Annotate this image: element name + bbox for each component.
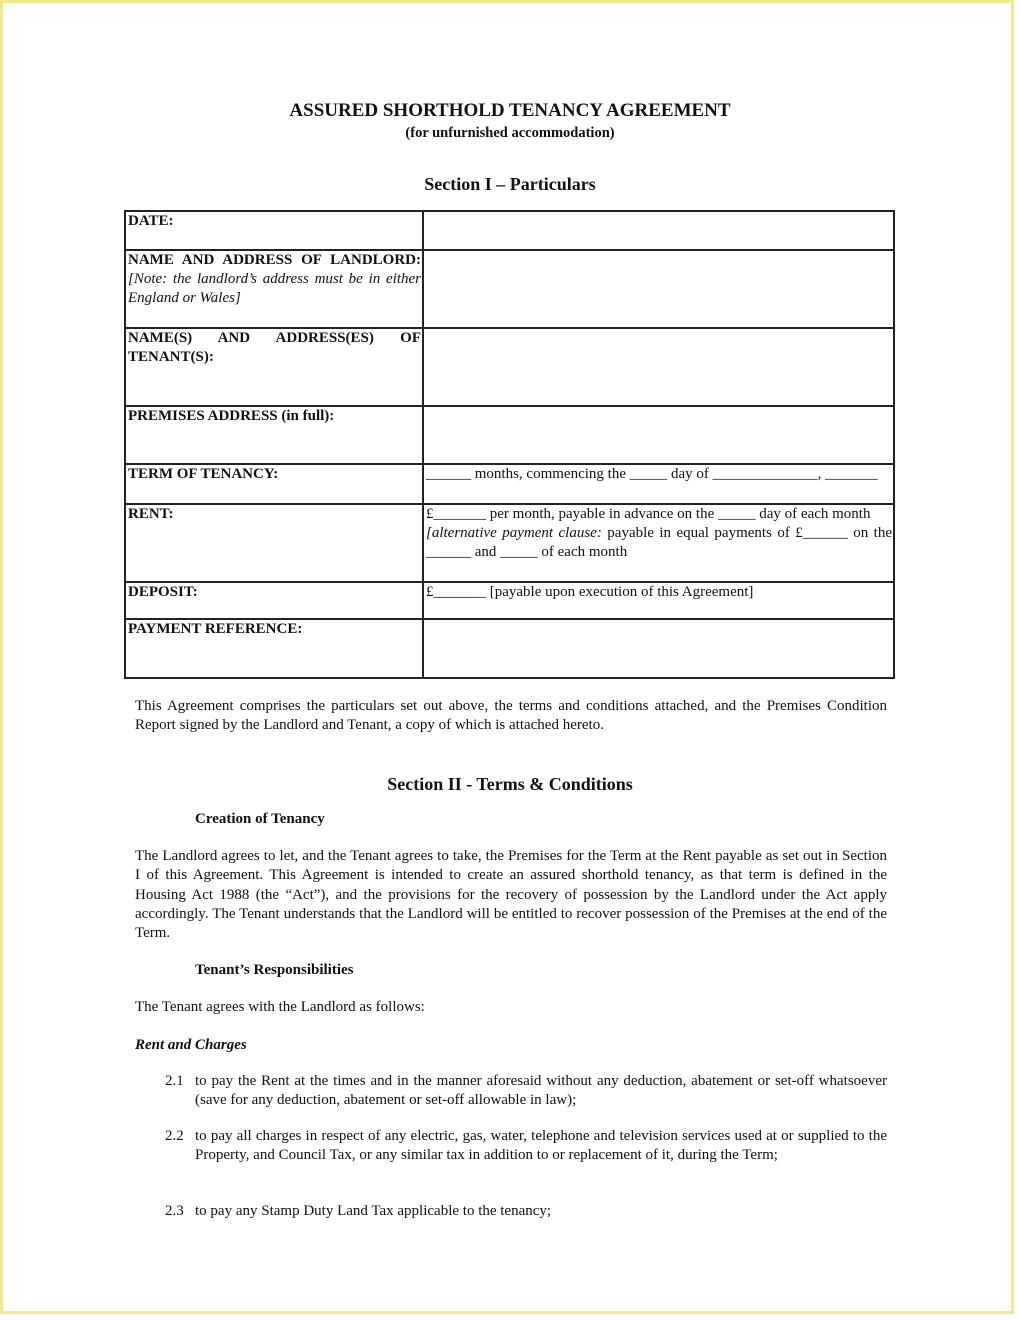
clause-2-1 (165, 1072, 887, 1111)
document-title: ASSURED SHORTHOLD TENANCY AGREEMENT (289, 100, 731, 121)
responsibilities-intro: The Tenant agrees with the Landlord as follows: (135, 999, 425, 1015)
rent-alt-rest: payable in equal payments of £______ on the ______ and _____ of each month (426, 525, 892, 560)
value-tenants[interactable] (423, 328, 894, 406)
value-deposit: £_______ [payable upon execution of this Agreement] (423, 582, 894, 619)
clause-text: to pay any Stamp Duty Land Tax applicable to the tenancy; (195, 1203, 552, 1219)
rent-alt-prefix: [alternative payment clause: (426, 525, 602, 541)
value-date[interactable] (423, 211, 894, 250)
row-tenants (125, 328, 894, 406)
label-tenants (125, 328, 423, 406)
section-1-heading: Section I – Particulars (424, 174, 596, 194)
value-payment-reference[interactable] (423, 619, 894, 678)
value-premises[interactable] (423, 406, 894, 464)
label-rent: RENT: (125, 504, 423, 582)
label-term: TERM OF TENANCY: (125, 464, 423, 504)
label-tenants-text: NAME(S) AND ADDRESS(ES) OF TENANT(S): (128, 330, 421, 365)
clause-2-2 (165, 1127, 887, 1166)
label-payment-reference: PAYMENT REFERENCE: (125, 619, 423, 678)
row-term (125, 464, 894, 504)
label-landlord-text: NAME AND ADDRESS OF LANDLORD: (128, 252, 421, 268)
row-deposit (125, 582, 894, 619)
clause-text: to pay all charges in respect of any electric, gas, water, telephone and television services used at or supplied to the Property, and Council Tax, or any similar tax in addition to or replacement of it, during the Term; (195, 1128, 887, 1164)
label-deposit: DEPOSIT: (125, 582, 423, 619)
section-2-heading: Section II - Terms & Conditions (387, 774, 633, 794)
clause-2-3 (165, 1202, 887, 1221)
row-date (125, 211, 894, 250)
value-landlord[interactable] (423, 250, 894, 328)
creation-paragraph: The Landlord agrees to let, and the Tenant agrees to take, the Premises for the Term at the Rent payable as set out in Section I of this Agreement. This Agreement is intended to create an assured shorthold tenancy, as that term is defined in the Housing Act 1988 (the “Act”), and the provisions for the recovery of possession by the Landlord under the Act apply accordingly. The Tenant understands that the Landlord will be entitled to recover possession of the Premises at the end of the Term. (135, 848, 887, 942)
creation-heading: Creation of Tenancy (195, 811, 325, 827)
value-term: ______ months, commencing the _____ day of ______________, _______ (423, 464, 894, 504)
particulars-table (124, 210, 895, 679)
rent-main-text: £_______ per month, payable in advance on the _____ day of each month (426, 506, 871, 522)
label-landlord (125, 250, 423, 328)
rent-alternative-text (426, 524, 892, 562)
label-premises: PREMISES ADDRESS (in full): (125, 406, 423, 464)
rent-charges-heading: Rent and Charges (135, 1037, 247, 1053)
clause-number: 2.1 (165, 1073, 184, 1089)
label-date: DATE: (125, 211, 423, 250)
clause-number: 2.3 (165, 1203, 184, 1219)
row-premises (125, 406, 894, 464)
responsibilities-heading: Tenant’s Responsibilities (195, 962, 354, 978)
clause-number: 2.2 (165, 1128, 184, 1144)
landlord-note: [Note: the landlord’s address must be in either England or Wales] (128, 271, 421, 306)
intro-paragraph: This Agreement comprises the particulars set out above, the terms and conditions attached, and the Premises Condition Report signed by the Landlord and Tenant, a copy of which is attached hereto. (135, 698, 887, 734)
row-rent (125, 504, 894, 582)
document-subtitle: (for unfurnished accommodation) (405, 125, 615, 141)
clause-text: to pay the Rent at the times and in the manner aforesaid without any deduction, abatement or set-off whatsoever (save for any deduction, abatement or set-off allowable in law); (195, 1073, 887, 1109)
row-landlord (125, 250, 894, 328)
value-rent (423, 504, 894, 582)
row-payment-reference (125, 619, 894, 678)
